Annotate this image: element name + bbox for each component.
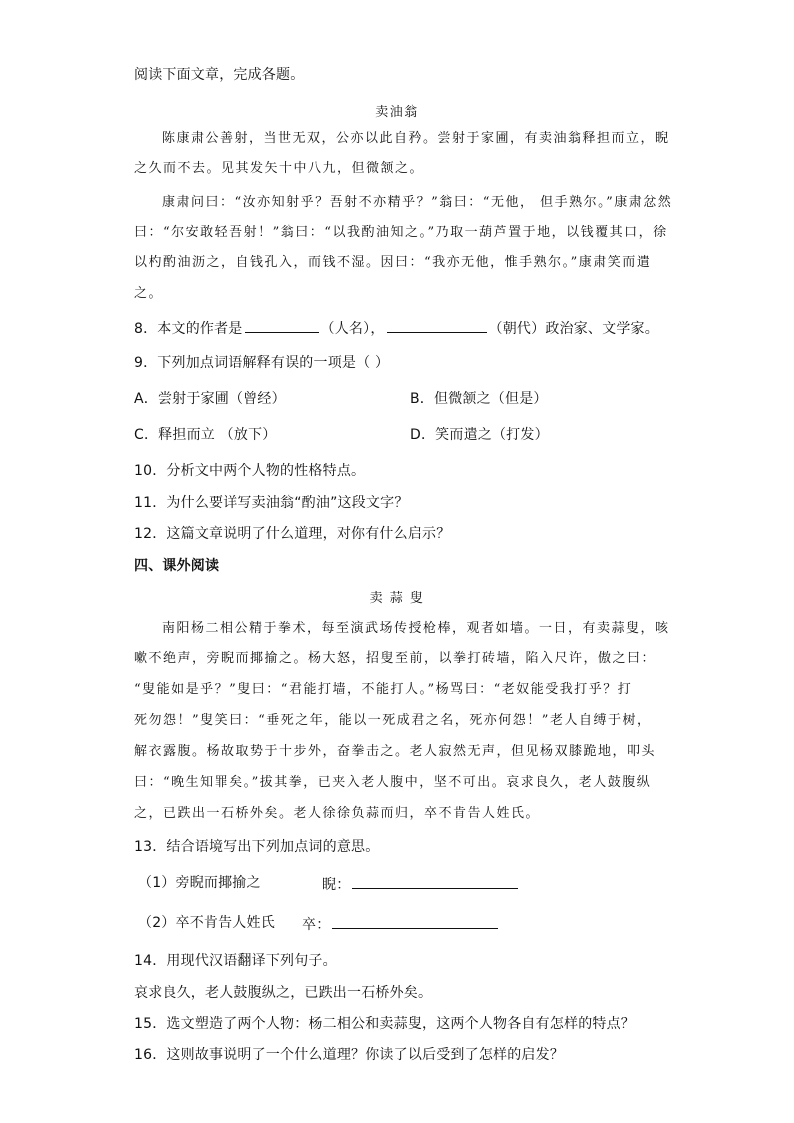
question-14-stem: 14．用现代汉语翻译下列句子。 xyxy=(134,953,337,969)
q13-item-2 xyxy=(138,914,275,932)
passage2-line: 南阳杨二相公精于拳术，每至演武场传授枪棒，观者如墙。一日，有卖蒜叟，咳 xyxy=(162,621,670,636)
q9-option-c: C．释担而立 （放下） xyxy=(134,427,277,443)
passage1-title: 卖油翁 xyxy=(375,105,419,120)
passage1-line: 之。 xyxy=(134,286,164,301)
question-15: 15．选文塑造了两个人物：杨二相公和卖蒜叟，这两个人物各自有怎样的特点？ xyxy=(134,1016,636,1032)
q8-dynasty-blank[interactable] xyxy=(387,318,487,333)
passage1-line: 康肃问曰：“汝亦知射乎？吾射不亦精乎？”翁曰：“无他， 但手熟尔。”康肃忿然 xyxy=(162,195,673,210)
passage2-line: 之，已跌出一石桥外矣。老人徐徐负蒜而归，卒不肯告人姓氏。 xyxy=(134,806,541,821)
q9-option-b: B．但微颔之（但是） xyxy=(410,391,548,407)
question-12: 12．这篇文章说明了什么道理，对你有什么启示？ xyxy=(134,526,451,542)
passage2-line: 解衣露腹。杨故取势于十步外，奋拳击之。老人寂然无声，但见杨双膝跪地，叩头 xyxy=(134,744,657,759)
passage2-line: “叟能如是乎？”叟曰：“君能打墙，不能打人。”杨骂曰：“老奴能受我打乎？打 xyxy=(134,682,633,697)
question-16: 16．这则故事说明了一个什么道理？你读了以后受到了怎样的启发？ xyxy=(134,1047,565,1063)
q8-prefix: 8．本文的作者是 xyxy=(134,321,243,337)
question-13-stem: 13．结合语境写出下列加点词的意思。 xyxy=(134,839,380,855)
q13-item-text: （1）旁睨而揶揄之 xyxy=(138,875,261,891)
passage1-line: 以杓酌油沥之，自钱孔入，而钱不湿。因曰：“我亦无他，惟手熟尔。”康肃笑而遣 xyxy=(134,255,652,270)
q8-suffix: （朝代）政治家、文学家。 xyxy=(488,321,659,337)
passage1-line: 曰：“尔安敢轻吾射！”翁曰：“以我酌油知之。”乃取一葫芦置于地，以钱覆其口，徐 xyxy=(134,225,668,240)
q13-item-1-answer xyxy=(322,874,520,894)
passage2-line: 嗽不绝声，旁睨而揶揄之。杨大怒，招叟至前，以拳打砖墙，陷入尺许，傲之曰： xyxy=(134,651,657,666)
q13-item-label: 睨： xyxy=(322,877,351,893)
q8-middle: （人名）， xyxy=(320,321,385,337)
passage2-line: 曰：“晚生知罪矣。”拔其拳，已夹入老人腹中，坚不可出。哀求良久，老人鼓腹纵 xyxy=(134,775,652,790)
q9-option-d: D．笑而遣之（打发） xyxy=(410,427,549,443)
passage2-title: 卖 蒜 叟 xyxy=(369,591,425,606)
instructions: 阅读下面文章，完成各题。 xyxy=(134,67,305,83)
q8-author-blank[interactable] xyxy=(245,318,319,333)
passage1-line: 之久而不去。见其发矢十中八九，但微颔之。 xyxy=(134,161,425,176)
q13-item-2-answer xyxy=(302,914,500,934)
q13-item-text: （2）卒不肯告人姓氏 xyxy=(138,915,275,931)
question-10: 10．分析文中两个人物的性格特点。 xyxy=(134,463,366,479)
q13-item-1 xyxy=(138,874,261,892)
q13-answer-blank[interactable] xyxy=(332,914,498,929)
q14-sentence: 哀求良久，老人鼓腹纵之，已跌出一石桥外矣。 xyxy=(134,985,433,1001)
question-11: 11．为什么要详写卖油翁“酌油”这段文字？ xyxy=(134,495,409,511)
question-8 xyxy=(134,318,659,338)
question-9-stem: 9．下列加点词语解释有误的一项是（ ） xyxy=(134,355,390,371)
section-heading: 四、课外阅读 xyxy=(134,558,220,574)
passage1-line: 陈康肃公善射，当世无双，公亦以此自矜。尝射于家圃，有卖油翁释担而立，睨 xyxy=(162,131,670,146)
q13-answer-blank[interactable] xyxy=(352,874,518,889)
q9-option-a: A．尝射于家圃（曾经） xyxy=(134,391,286,407)
passage2-line: 死勿怨！”叟笑曰：“垂死之年，能以一死成君之名，死亦何怨！”老人自缚于树， xyxy=(134,713,652,728)
q13-item-label: 卒： xyxy=(302,917,331,933)
